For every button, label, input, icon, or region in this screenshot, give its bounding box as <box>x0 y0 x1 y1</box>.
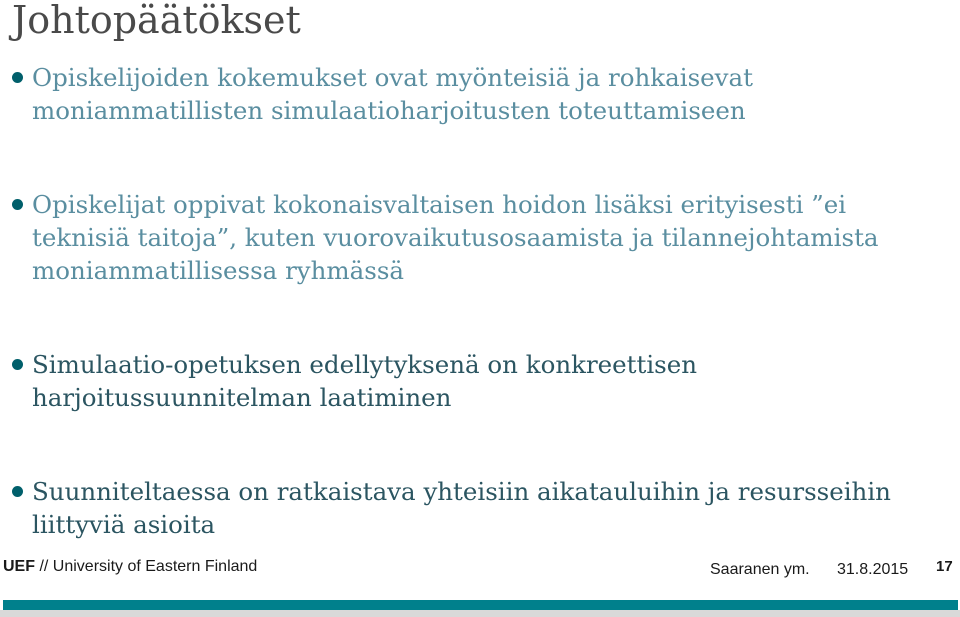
bullet-text-line: Opiskelijoiden kokemukset ovat myönteisiä ja rohkaisevat <box>32 63 753 92</box>
bullet-text-line: harjoitussuunnitelman laatiminen <box>32 383 452 412</box>
footer-org-full: University of Eastern Finland <box>52 558 258 575</box>
footer-accent-bar <box>3 600 958 610</box>
bullet-dot-icon <box>12 359 23 370</box>
footer-org-short: UEF <box>3 558 35 575</box>
bullet-item <box>12 188 952 287</box>
bullet-item <box>12 61 952 127</box>
bullet-text-line: moniammatillisten simulaatioharjoitusten toteuttamiseen <box>32 96 746 125</box>
bullet-item <box>12 475 952 541</box>
footer-org-separator: // <box>35 558 53 575</box>
bullet-text-line: liittyviä asioita <box>32 510 216 539</box>
bullet-text-line: moniammatillisessa ryhmässä <box>32 256 404 285</box>
bullet-item <box>12 348 952 414</box>
bullet-text-line: Opiskelijat oppivat kokonaisvaltaisen hoidon lisäksi erityisesti ”ei <box>32 190 847 219</box>
bullet-dot-icon <box>12 72 23 83</box>
page-number: 17 <box>936 558 953 575</box>
bullet-text-line: Suunniteltaessa on ratkaistava yhteisiin aikatauluihin ja resursseihin <box>32 477 891 506</box>
footer-date: 31.8.2015 <box>837 561 909 578</box>
bullet-dot-icon <box>12 486 23 497</box>
footer-gray-bar <box>0 610 960 617</box>
footer-author: Saaranen ym. <box>710 561 810 578</box>
bullet-dot-icon <box>12 199 23 210</box>
bullet-text-line: teknisiä taitoja”, kuten vuorovaikutusosaamista ja tilannejohtamista <box>32 223 879 252</box>
footer-organization <box>3 558 257 576</box>
bullet-text-line: Simulaatio-opetuksen edellytyksenä on konkreettisen <box>32 350 698 379</box>
slide-title: Johtopäätökset <box>12 0 301 42</box>
